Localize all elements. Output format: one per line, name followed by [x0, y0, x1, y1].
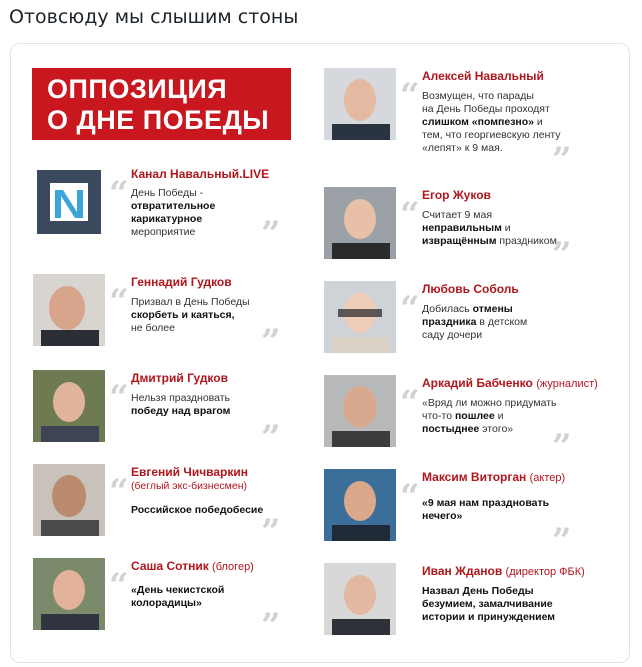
- person-photo: [324, 281, 396, 353]
- quote-open-icon: “: [109, 378, 129, 418]
- person-photo: [324, 187, 396, 259]
- person-photo: [33, 274, 105, 346]
- person-name: Геннадий Гудков: [131, 275, 232, 289]
- banner-line-1: ОППОЗИЦИЯ: [47, 74, 228, 104]
- person-name: Любовь Соболь: [422, 282, 519, 296]
- quote-open-icon: “: [400, 76, 420, 116]
- infographic-card: [10, 43, 630, 663]
- person-subtitle: (беглый экс-бизнесмен): [131, 480, 248, 492]
- person-name: [422, 564, 585, 578]
- person-photo: [33, 464, 105, 536]
- navalny-live-logo: [33, 166, 105, 238]
- person-quote: «День чекистской колорадицы»: [131, 584, 225, 609]
- person-quote: «9 мая нам праздновать нечего»: [422, 497, 550, 522]
- quote-open-icon: “: [109, 174, 129, 214]
- person-photo: [324, 68, 396, 140]
- person-entry: [324, 375, 614, 467]
- person-name: [131, 559, 254, 573]
- person-quote: Добилась отмены праздника в детском саду дочери: [422, 303, 528, 341]
- person-role: (журналист): [536, 378, 598, 390]
- quote-close-icon: ”: [552, 521, 572, 561]
- person-name-text: Саша Сотник: [131, 559, 209, 573]
- person-photo: [33, 558, 105, 630]
- person-photo: [33, 370, 105, 442]
- person-role: (актер): [529, 472, 566, 484]
- quote-open-icon: “: [109, 566, 129, 606]
- person-quote: День Победы - отвратительное карикатурное мероприятие: [131, 187, 216, 238]
- person-name: Алексей Навальный: [422, 69, 544, 83]
- person-entry: [33, 464, 323, 552]
- person-entry: [324, 187, 614, 275]
- post-caption: Отовсюду мы слышим стоны: [9, 6, 299, 28]
- person-entry: [33, 274, 323, 362]
- person-name: Егор Жуков: [422, 188, 491, 202]
- quote-open-icon: “: [400, 477, 420, 517]
- quote-close-icon: ”: [261, 606, 281, 646]
- person-entry: [33, 370, 323, 458]
- quote-open-icon: “: [109, 282, 129, 322]
- quote-close-icon: ”: [552, 140, 572, 180]
- person-name-text: Иван Жданов: [422, 564, 503, 578]
- person-photo: [324, 375, 396, 447]
- quote-close-icon: ”: [261, 512, 281, 552]
- quote-open-icon: “: [400, 383, 420, 423]
- person-name: Канал Навальный.LIVE: [131, 167, 270, 181]
- person-quote: «Вряд ли можно придумать что-то пошлее и постыднее этого»: [422, 397, 557, 435]
- person-entry: [324, 281, 614, 359]
- person-name: [422, 376, 598, 390]
- quote-close-icon: ”: [552, 235, 572, 275]
- person-role: (блогер): [212, 561, 254, 573]
- person-name-text: Аркадий Бабченко: [422, 376, 533, 390]
- person-name: Евгений Чичваркин: [131, 465, 249, 479]
- quote-open-icon: “: [109, 472, 129, 512]
- person-photo: [324, 469, 396, 541]
- person-photo: [324, 563, 396, 635]
- infographic-banner: [32, 68, 291, 140]
- person-entry: [324, 563, 614, 641]
- person-quote: Российское победобесие: [131, 504, 264, 516]
- quote-close-icon: ”: [552, 427, 572, 467]
- quote-close-icon: ”: [261, 214, 281, 254]
- quote-open-icon: “: [400, 195, 420, 235]
- person-entry: [33, 166, 323, 254]
- person-quote: Призвал в День Победы скорбеть и каяться, не более: [131, 296, 250, 334]
- person-entry: [324, 68, 624, 180]
- person-quote: Считает 9 мая неправильным и извращённым праздником: [422, 209, 557, 247]
- banner-line-2: О ДНЕ ПОБЕДЫ: [47, 105, 270, 135]
- person-quote: Возмущен, что парады на День Победы проходят слишком «помпезно» и тем, что георгиевскую ленту «лепят» к 9 мая.: [422, 90, 561, 154]
- person-quote: Назвал День Победы безумием, замалчивание истории и принуждением: [422, 585, 556, 623]
- quote-open-icon: “: [400, 289, 420, 329]
- quote-close-icon: ”: [261, 322, 281, 362]
- person-entry: [33, 558, 323, 646]
- person-role: (директор ФБК): [505, 566, 585, 578]
- person-name: Дмитрий Гудков: [131, 371, 228, 385]
- person-name-text: Максим Виторган: [422, 470, 527, 484]
- person-name: [422, 470, 565, 484]
- quote-close-icon: ”: [261, 418, 281, 458]
- person-quote: Нельзя праздновать победу над врагом: [131, 392, 231, 417]
- person-entry: [324, 469, 614, 561]
